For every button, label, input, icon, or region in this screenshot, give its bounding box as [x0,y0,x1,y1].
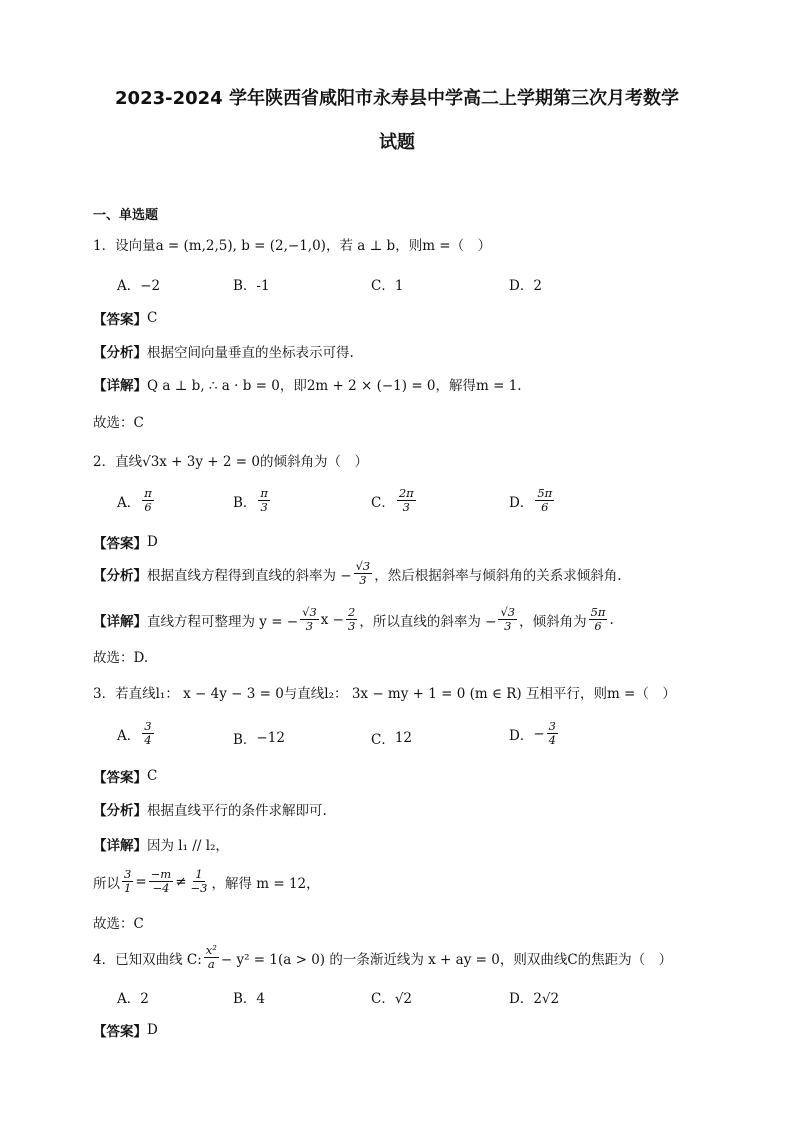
denominator: 4 [548,733,556,748]
fraction [397,487,416,514]
q1-detail-text: Q a ⊥ b, ∴ a · b = 0，即2m + 2 × (−1) = 0，解得m = 1. [147,378,522,394]
q4-answer [93,1020,158,1040]
q1-choice: 故选：C [93,415,144,431]
text: − y² = 1(a > 0) 的一条渐近线为 x + ay = 0，则双曲线C的焦距为（ ） [220,951,673,968]
text: 根据直线平行的条件求解即可. [147,803,327,819]
option-letter: D． [509,727,534,744]
q2-option-d [509,487,556,514]
analysis-label: 【分析】 [93,803,147,819]
denominator: 3 [359,573,367,588]
fraction [189,868,210,895]
q3-analysis [93,799,327,819]
denominator: 4 [144,733,152,748]
numerator: 2π [398,486,414,500]
q1-option-d: D．2 [509,278,542,294]
text: 因为 l₁ // l₂， [147,838,229,854]
text: ，然后根据斜率与倾斜角的关系求倾斜角. [374,567,622,584]
q4-stem [93,944,672,971]
denominator: 3 [260,500,268,515]
text: 根据直线方程得到直线的斜率为 − [147,567,352,584]
document-title-line2: 试题 [379,132,415,153]
option-text: −12 [256,730,285,746]
q3-option-d [509,720,560,747]
denominator: a [207,957,215,972]
q1-answer-value: C [147,310,158,326]
fraction [149,868,174,895]
option-letter: C． [371,732,395,748]
q4-option-a: A．2 [117,991,149,1007]
text: ≠ [175,873,187,890]
q4-option-d: D．2√2 [509,991,560,1007]
q2-answer [93,532,158,552]
denominator: 3 [402,500,410,515]
q2-answer-value: D [147,534,158,550]
numerator: 3 [124,867,132,881]
q3-choice: 故选：C [93,916,144,932]
denominator: 3 [305,619,314,634]
q1-option-a: A．−2 [117,278,161,294]
fraction [354,560,373,587]
text: ，所以直线的斜率为 − [359,613,497,630]
numerator: 5π [590,605,606,619]
q1-analysis [93,341,354,361]
numerator: x² [205,943,217,957]
detail-label: 【详解】 [93,613,147,630]
denominator: 3 [348,619,356,634]
q3-answer-value: C [147,768,158,784]
numerator: √3 [302,605,317,619]
q3-work [93,868,320,895]
denominator: 1 [124,881,132,896]
text: . [609,611,614,628]
minus-sign: − [533,725,545,742]
answer-label: 【答案】 [93,1024,147,1040]
fraction [142,487,154,514]
fraction [258,487,270,514]
fraction [535,487,554,514]
analysis-label: 【分析】 [93,345,147,361]
numerator: 2 [348,605,356,619]
numerator: 5π [537,486,553,500]
detail-label: 【详解】 [93,378,147,394]
numerator: π [144,486,152,500]
option-letter: B． [233,732,257,748]
detail-label: 【详解】 [93,838,147,854]
numerator: π [260,486,268,500]
numerator: 3 [548,719,556,733]
text: 所以 [93,875,120,892]
fraction [547,720,558,747]
q2-stem: 2．直线√3x + 3y + 2 = 0的倾斜角为（ ） [93,454,368,470]
text: 4．已知双曲线 C: [93,951,202,968]
document-title-line1: 2023-2024 学年陕西省咸阳市永寿县中学高二上学期第三次月考数学 [115,88,679,109]
q3-option-a [117,720,156,747]
numerator: 1 [195,867,203,881]
q1-analysis-text: 根据空间向量垂直的坐标表示可得. [147,345,354,361]
denominator: 6 [541,500,549,515]
section-heading: 一、单选题 [93,208,159,223]
q3-stem: 3．若直线l₁： x − 4y − 3 = 0与直线l₂： 3x − my + 1 = 0 (m ∈ R) 互相平行，则m =（ ） [93,686,676,702]
q1-option-b: B．-1 [233,278,270,294]
numerator: √3 [355,559,371,573]
answer-label: 【答案】 [93,312,147,328]
q2-analysis [93,560,622,587]
denominator: 6 [144,500,152,515]
q4-answer-value: D [147,1022,158,1038]
denominator: −4 [152,881,170,896]
q3-option-b [233,728,285,748]
analysis-label: 【分析】 [93,567,147,584]
fraction [589,606,608,633]
q3-answer [93,766,157,786]
text: 直线方程可整理为 y = − [147,613,299,630]
q1-option-c: C．1 [371,278,404,294]
option-letter: B． [233,494,257,511]
fraction [142,720,153,747]
text: ，倾斜角为 [519,613,587,630]
q1-stem: 1．设向量a = (m,2,5), b = (2,−1,0)，若 a ⊥ b，则m =（ ） [93,238,492,254]
option-letter: A． [117,727,141,744]
numerator: 3 [144,719,152,733]
denominator: 3 [504,619,512,634]
denominator: 6 [594,619,602,634]
q3-option-c [371,728,412,748]
fraction [122,868,133,895]
fraction [300,606,319,633]
numerator: √3 [500,605,516,619]
text: x − [320,611,344,628]
fraction [346,606,357,633]
q2-choice: 故选：D. [93,650,149,666]
q3-detail [93,834,229,854]
fraction [204,944,219,971]
answer-label: 【答案】 [93,536,147,552]
denominator: −3 [190,881,208,896]
q4-option-c: C．√2 [371,991,413,1007]
answer-label: 【答案】 [93,770,147,786]
text: = [135,873,147,890]
q1-detail [93,374,522,394]
fraction [498,606,517,633]
q2-option-a [117,487,156,514]
numerator: −m [150,867,172,881]
q4-option-b: B．4 [233,991,266,1007]
option-text: 12 [394,730,413,746]
option-letter: A． [117,494,141,511]
q2-option-c [371,487,418,514]
q1-answer [93,308,157,328]
option-letter: C． [371,494,395,511]
text: ，解得 m = 12， [211,875,320,892]
q2-detail [93,606,614,633]
option-letter: D． [509,494,534,511]
q2-option-b [233,487,272,514]
